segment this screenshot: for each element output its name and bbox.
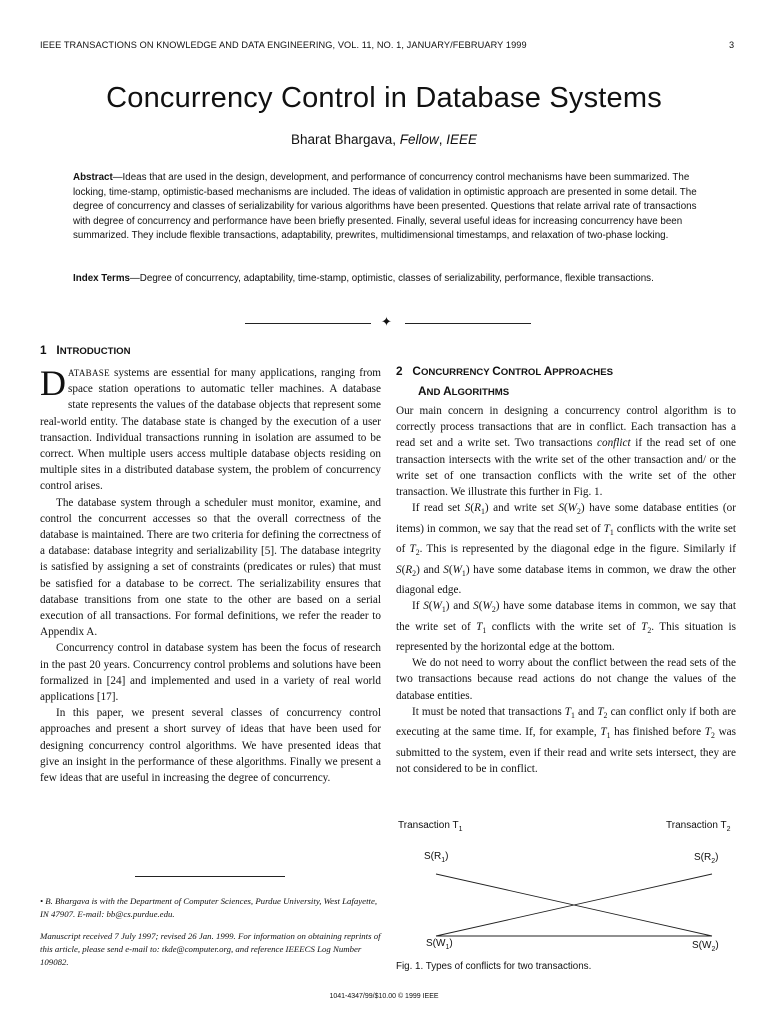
math: T: [600, 726, 607, 739]
paragraph-text: can conflict only if both are executing at the same time. If, for example,: [396, 705, 737, 739]
node-read-set-1: $S(R_1)$: [424, 851, 449, 864]
paragraph-text: If read set: [412, 502, 465, 515]
section-2-heading-line-2: [396, 382, 613, 402]
paragraph: In this paper, we present several classes of concurrency control approaches and present a short survey of ideas that have been used for designing concurrency control algorithms. We have presented ideas that give an insight in the performance of these algorithms. Finally we present a few ideas that are useful in increasing the degree of concurrency.: [40, 707, 381, 785]
math-sub: 1: [461, 568, 466, 578]
heading-smallcaps: LGORITHMS: [451, 387, 510, 398]
math-sub: 2: [647, 625, 652, 635]
node-write-set-1: $S(W_1)$: [426, 938, 453, 951]
right-column: [396, 403, 736, 777]
abstract-text: —Ideas that are used in the design, development, and performance of concurrency control mechanisms have been summarized. The locking, time-stamp, optimistic-based mechanisms are included. The ideas of validation in optimistic approach are presented in some detail. The degree of concurrency and classes of serializability for various algorithms have been presented. Questions that relate arrival rate of transactions with degree of concurrency and performance have been briefly presented. Finally, several useful ideas for increasing concurrency have been summarized. They include flexible transactions, adaptability, prewrites, multidimensional timestamps, and relaxation of two-phase locking.: [73, 172, 697, 241]
transaction-2-label: Transaction $T_2$: [666, 820, 731, 833]
paragraph-text: and: [449, 600, 474, 613]
manuscript-footnote: Manuscript received 7 July 1997; revised 26 Jan. 1999. For information on obtaining reprints of this article, please send e-mail to: tkde@computer.org, and reference IEEECS Log Number 109082.: [40, 931, 381, 967]
math-sub: 1: [480, 507, 485, 517]
paragraph-text: and: [419, 563, 444, 576]
heading-smallcaps: ND: [426, 387, 444, 398]
paragraph-text: if the read set of one transaction intersects with the write set of the other transaction and/ or the write set of one transaction conflicts with the write set of the other transaction. We illustrate this further in Fig. 1.: [396, 437, 737, 499]
paragraph-text: If: [412, 600, 424, 613]
math-sub: 1: [606, 731, 611, 741]
math-sub: 1: [609, 527, 614, 537]
math-sub: 2: [412, 568, 417, 578]
math: (: [448, 563, 453, 576]
paragraph-text: Our main concern in designing a concurrency control algorithm is to correctly process transactions that are in conflict. Each transaction has a read set and a write set. Two transactions: [396, 405, 736, 450]
math: S: [558, 502, 564, 515]
math: ): [416, 563, 420, 576]
heading-cap: C: [412, 364, 421, 378]
page-number: 3: [729, 40, 735, 50]
author-name: Bharat Bhargava,: [290, 132, 400, 147]
paragraph-text: was submitted to the system, even if their read and write sets intersect, they are not considered to be in conflict.: [396, 726, 737, 775]
math: S: [443, 563, 449, 576]
index-terms-text: —Degree of concurrency, adaptability, time-stamp, optimistic, classes of serializability, performance, flexible transactions.: [130, 273, 654, 284]
math-sub: 1: [482, 625, 487, 635]
math: W: [567, 502, 577, 515]
heading-smallcaps: ONCURRENCY: [420, 367, 493, 378]
math-sub: 2: [577, 507, 581, 517]
author-footnote: • B. Bhargava is with the Department of Computer Sciences, Purdue University, West Lafayette, IN 47907. E-mail: bb@cs.purdue.edu.: [40, 896, 378, 919]
math: (: [428, 600, 433, 613]
math: ): [465, 563, 470, 576]
footnote-rule: [135, 876, 285, 877]
math: T: [641, 620, 648, 633]
conflict-figure: [396, 818, 738, 978]
separator-line-left: [245, 323, 371, 324]
figure-caption: Fig. 1. Types of conflicts for two transactions.: [396, 961, 592, 972]
heading-cap: A: [443, 384, 452, 398]
math: T: [597, 705, 604, 718]
section-1-number: 1: [40, 343, 47, 357]
paragraph-text: . This is represented by the diagonal edge in the figure. Similarly if: [419, 543, 736, 556]
heading-cap: A: [418, 384, 427, 398]
math: ): [484, 502, 489, 515]
math: (: [563, 502, 568, 515]
section-2-number: 2: [396, 364, 403, 378]
node-write-set-2: $S(W_2)$: [692, 940, 719, 953]
math-sub: 1: [571, 711, 575, 721]
paragraph: [40, 365, 381, 495]
math: T: [409, 543, 416, 556]
math-sub: 2: [603, 711, 608, 721]
index-terms-label: Index Terms: [73, 273, 130, 284]
paragraph: We do not need to worry about the conflict between the read sets of the two transactions because read actions do not change the values of the database entities.: [396, 657, 736, 702]
paragraph-text: systems are essential for many applications, ranging from space station operations to automatic teller machines. A database state represents the values of the database objects that represent some real-world entity. The database state is changed by the execution of a user transaction. Individual transactions running in isolation are assumed to be correct. When multiple users access multiple database objects residing on multiple sites in a distributed database system, the problem of concurrency control arises.: [40, 367, 381, 493]
math: ): [445, 600, 450, 613]
math: ): [580, 502, 585, 515]
math: T: [603, 522, 610, 535]
math: S: [423, 600, 429, 613]
math: W: [432, 600, 442, 613]
paragraph-text: has finished before: [610, 726, 705, 739]
paragraph: [396, 704, 736, 777]
paragraph-text: have some database items in common, we say that the write set of: [396, 600, 737, 633]
math: S: [473, 600, 479, 613]
abstract: [73, 171, 703, 244]
emphasis-conflict: conflict: [597, 437, 631, 450]
heading-cap: A: [543, 364, 553, 378]
transaction-1-label: Transaction $T_1$: [398, 820, 463, 833]
paragraph-text: conflicts with the write set of: [486, 620, 642, 633]
paragraph: The database system through a scheduler must monitor, examine, and control the concurrent accesses so that the overall correctness of the database is maintained. There are two criteria for defining the correctness of a database: database integrity and serializability [5]. The database integrity is satisfied by assigning a set of constraints (predicates or rules) that must be satisfied for a database to be correct. The serializability ensures that database transitions from one state to the other are based on a serial execution of all transactions. For formal definitions, we refer the reader to Appendix A.: [40, 496, 381, 639]
section-1-title-rest: NTRODUCTION: [59, 346, 131, 357]
paragraph-text: conflicts with the write set of: [396, 522, 737, 556]
paragraph: [396, 598, 736, 655]
paragraph-text: It must be noted that transactions: [412, 705, 565, 718]
math: T: [704, 726, 711, 739]
math-sub: 2: [415, 548, 420, 558]
heading-cap: C: [492, 364, 501, 378]
index-terms: [73, 272, 703, 287]
drop-cap: D: [40, 363, 66, 403]
left-column: [40, 365, 381, 786]
paragraph-text: and write set: [488, 502, 559, 515]
paragraph-text: have some database entities (or items) in common, we say that the read set of: [396, 502, 736, 535]
math: T: [476, 620, 483, 633]
math-sub: 2: [711, 731, 715, 741]
math: R: [405, 563, 413, 576]
math: S: [464, 502, 471, 515]
paragraph-text: . This situation is represented by the horizontal edge at the bottom.: [396, 620, 736, 654]
math: (: [401, 563, 406, 576]
paragraph: [396, 403, 736, 500]
section-1-title-cap: I: [56, 343, 60, 357]
math: ): [495, 600, 500, 613]
running-head: IEEE TRANSACTIONS ON KNOWLEDGE AND DATA ENGINEERING, VOL. 11, NO. 1, JANUARY/FEBRUARY 1999: [40, 40, 527, 50]
separator-line-right: [405, 323, 531, 324]
copyright-footer: 1041-4347/99/$10.00 © 1999 IEEE: [329, 993, 439, 1000]
section-2-heading-line-1: [396, 362, 613, 382]
author-org: IEEE: [446, 132, 478, 147]
heading-smallcaps: PPROACHES: [552, 367, 614, 378]
separator-diamond-icon: ✦: [381, 314, 392, 329]
math: R: [474, 502, 481, 515]
paragraph: [396, 500, 736, 598]
math: W: [452, 563, 462, 576]
heading-smallcaps: ONTROL: [500, 367, 544, 378]
math: (: [470, 502, 475, 515]
math: T: [564, 705, 572, 718]
paragraph: Concurrency control in database system has been the focus of research in the past 20 years. Concurrency control problems and solutions have been formalized in [24] and implemented and used in a variety of real world applications [17].: [40, 642, 381, 704]
author-line: [0, 132, 768, 147]
author-sep: ,: [438, 132, 447, 147]
node-read-set-2: $S(R_2)$: [694, 852, 719, 865]
section-1-heading: [40, 341, 131, 361]
paragraph-text: have some database items in common, we draw the other diagonal edge.: [396, 563, 736, 596]
math-sub: 1: [441, 605, 446, 615]
conflict-diagram: [396, 818, 738, 958]
section-2-heading: [396, 362, 613, 402]
math-sub: 2: [491, 605, 496, 615]
section-separator: [245, 316, 531, 330]
math: S: [396, 563, 402, 576]
paragraph-text: and: [574, 705, 598, 718]
lead-smallcaps: ATABASE: [68, 368, 110, 378]
paper-title: Concurrency Control in Database Systems: [106, 82, 662, 114]
math: (: [478, 600, 483, 613]
abstract-label: Abstract: [73, 172, 113, 183]
math: W: [482, 600, 492, 613]
author-role: Fellow: [399, 132, 439, 147]
